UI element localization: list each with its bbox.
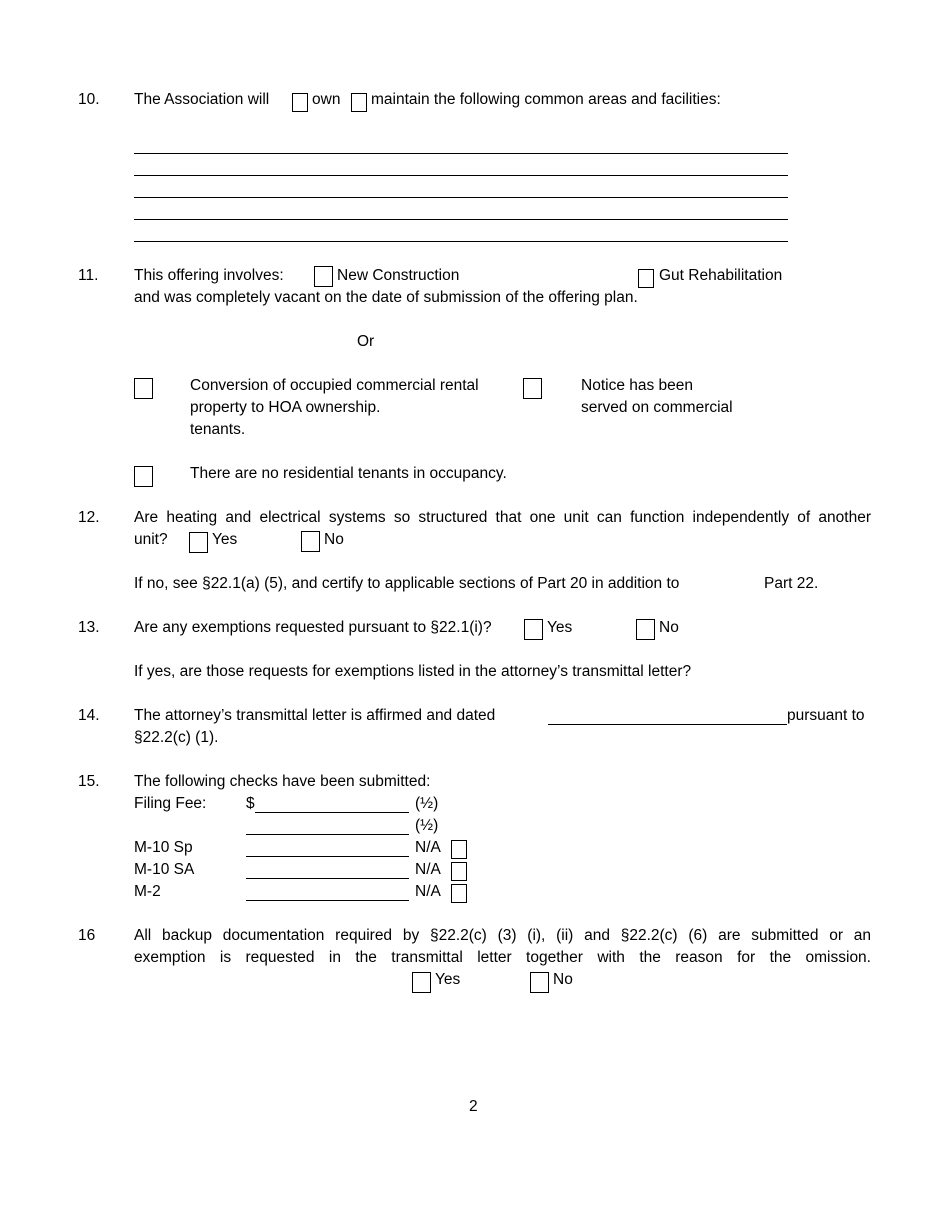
conversion-line-1: Conversion of occupied commercial rental bbox=[190, 377, 479, 394]
no-residential-tenants-label: There are no residential tenants in occupancy. bbox=[190, 465, 507, 482]
own-checkbox[interactable] bbox=[292, 93, 308, 112]
m10sp-label: M-10 Sp bbox=[134, 839, 193, 856]
m10sp-amount-field[interactable] bbox=[246, 856, 409, 857]
item-14-citation: §22.2(c) (1). bbox=[134, 729, 219, 746]
maintain-checkbox[interactable] bbox=[351, 93, 367, 112]
new-construction-checkbox[interactable] bbox=[314, 266, 333, 287]
filing-fee-amount-field-1[interactable] bbox=[255, 812, 409, 813]
gut-rehab-label: Gut Rehabilitation bbox=[659, 267, 783, 284]
item-10-prefix: The Association will bbox=[134, 91, 270, 108]
item-12-number: 12. bbox=[78, 509, 100, 526]
transmittal-date-field[interactable] bbox=[548, 724, 787, 725]
item-16-line-1: All backup documentation required by §22.2(c) (3) (i), (ii) and §22.2(c) (6) are submitted or an bbox=[134, 927, 871, 944]
page-number: 2 bbox=[469, 1098, 478, 1115]
conversion-checkbox[interactable] bbox=[134, 378, 153, 399]
item-14-number: 14. bbox=[78, 707, 100, 724]
item-16-no-checkbox[interactable] bbox=[530, 972, 549, 993]
item-13-no-checkbox[interactable] bbox=[636, 619, 655, 640]
item-12-no-label: No bbox=[324, 531, 344, 548]
facilities-line-4[interactable] bbox=[134, 219, 788, 220]
item-16-yes-label: Yes bbox=[435, 971, 461, 988]
m10sa-na-checkbox[interactable] bbox=[451, 862, 467, 881]
facilities-line-2[interactable] bbox=[134, 175, 788, 176]
item-14-prefix: The attorney’s transmittal letter is affirmed and dated bbox=[134, 707, 496, 724]
maintain-label: maintain the following common areas and facilities: bbox=[371, 91, 721, 108]
item-14-suffix: pursuant to bbox=[787, 707, 865, 724]
m10sp-na-label: N/A bbox=[415, 839, 441, 856]
m2-label: M-2 bbox=[134, 883, 161, 900]
half-label-2: (½) bbox=[415, 817, 439, 834]
item-13-no-label: No bbox=[659, 619, 679, 636]
half-label-1: (½) bbox=[415, 795, 439, 812]
own-label: own bbox=[312, 91, 341, 108]
m10sa-label: M-10 SA bbox=[134, 861, 195, 878]
dollar-sign: $ bbox=[246, 795, 255, 812]
item-12-note-part: Part 22. bbox=[764, 575, 819, 592]
m10sa-amount-field[interactable] bbox=[246, 878, 409, 879]
facilities-line-5[interactable] bbox=[134, 241, 788, 242]
m2-na-label: N/A bbox=[415, 883, 441, 900]
item-13-yes-label: Yes bbox=[547, 619, 573, 636]
gut-rehab-checkbox[interactable] bbox=[638, 269, 654, 288]
or-label: Or bbox=[357, 333, 375, 350]
filing-fee-label: Filing Fee: bbox=[134, 795, 207, 812]
m10sp-na-checkbox[interactable] bbox=[451, 840, 467, 859]
item-12-yes-checkbox[interactable] bbox=[189, 532, 208, 553]
item-12-question: Are heating and electrical systems so structured that one unit can function independently of another bbox=[134, 509, 871, 526]
item-15-number: 15. bbox=[78, 773, 100, 790]
item-11-number: 11. bbox=[78, 267, 99, 284]
item-16-yes-checkbox[interactable] bbox=[412, 972, 431, 993]
notice-line-1: Notice has been bbox=[581, 377, 694, 394]
item-15-intro: The following checks have been submitted: bbox=[134, 773, 431, 790]
conversion-line-3: tenants. bbox=[190, 421, 246, 438]
item-11-prefix: This offering involves: bbox=[134, 267, 284, 284]
item-10-number: 10. bbox=[78, 91, 100, 108]
item-12-note: If no, see §22.1(a) (5), and certify to applicable sections of Part 20 in addition to bbox=[134, 575, 680, 592]
item-12-yes-label: Yes bbox=[212, 531, 238, 548]
item-16-no-label: No bbox=[553, 971, 573, 988]
filing-fee-amount-field-2[interactable] bbox=[246, 834, 409, 835]
m2-na-checkbox[interactable] bbox=[451, 884, 467, 903]
notice-served-checkbox[interactable] bbox=[523, 378, 542, 399]
item-13-number: 13. bbox=[78, 619, 100, 636]
item-13-question: Are any exemptions requested pursuant to §22.1(i)? bbox=[134, 619, 492, 636]
notice-line-2: served on commercial bbox=[581, 399, 733, 416]
item-12-no-checkbox[interactable] bbox=[301, 531, 320, 552]
facilities-line-1[interactable] bbox=[134, 153, 788, 154]
item-11-vacant-text: and was completely vacant on the date of submission of the offering plan. bbox=[134, 289, 638, 306]
item-13-followup: If yes, are those requests for exemptions listed in the attorney’s transmittal letter? bbox=[134, 663, 692, 680]
m2-amount-field[interactable] bbox=[246, 900, 409, 901]
new-construction-label: New Construction bbox=[337, 267, 460, 284]
item-16-line-2: exemption is requested in the transmittal letter together with the reason for the omission. bbox=[134, 949, 871, 966]
m10sa-na-label: N/A bbox=[415, 861, 441, 878]
item-16-number: 16 bbox=[78, 927, 96, 944]
item-13-yes-checkbox[interactable] bbox=[524, 619, 543, 640]
facilities-line-3[interactable] bbox=[134, 197, 788, 198]
no-residential-tenants-checkbox[interactable] bbox=[134, 466, 153, 487]
item-12-unit-text: unit? bbox=[134, 531, 168, 548]
conversion-line-2: property to HOA ownership. bbox=[190, 399, 381, 416]
